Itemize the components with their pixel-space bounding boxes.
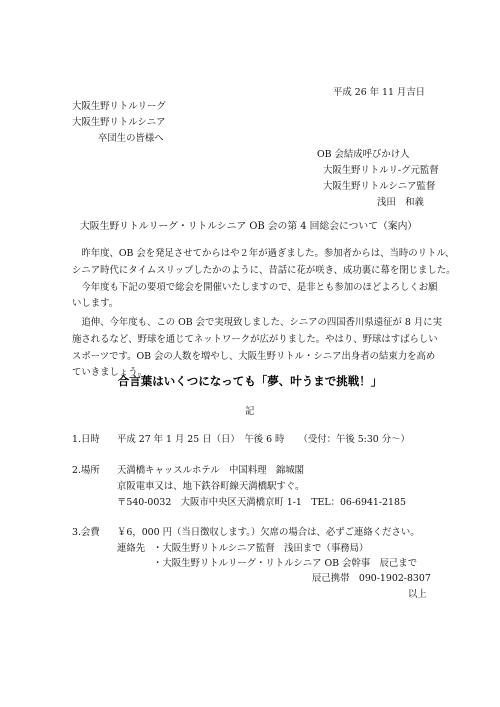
body-line: 施されるなど、野球を通じてネットワークが広がりました。やはり、野球はすばらしい bbox=[72, 334, 438, 345]
recipient-line: 大阪生野リトルリーグ bbox=[72, 101, 166, 112]
sender-name: 浅田 和義 bbox=[377, 197, 424, 208]
datetime-value: 平成 27 年 1 月 25 日（日） 午後 6 時 （受付：午後 5:30 分～） bbox=[117, 434, 410, 445]
place-line: 京阪電車又は、地下鉄谷町線天満橋駅すぐ。 bbox=[117, 481, 305, 492]
contact-label: 連絡先 bbox=[117, 543, 146, 554]
body-line: スポーツです。OB 会の人数を増やし、大阪生野リトル・シニア出身者の結束力を高め bbox=[72, 351, 436, 362]
contact-phone: 辰己携帯 090-1902-8307 bbox=[312, 573, 431, 584]
ki-heading: 記 bbox=[245, 406, 255, 417]
sender-line: 大阪生野リトルリ-グ元監督 bbox=[323, 165, 439, 176]
recipient-line: 卒団生の皆様へ bbox=[98, 133, 164, 144]
body-line: 昨年度、OB 会を発足させてからはや２年が過ぎました。参加者からは、当時のリトル、 bbox=[72, 248, 455, 259]
place-line: 天満橋キャッスルホテル 中国料理 錦城閣 bbox=[117, 465, 305, 476]
slogan: 合言葉はいくつになっても「夢、叶うまで挑戦！」 bbox=[117, 374, 383, 388]
body-line: 追伸、今年度も、この OB 会で実現致しました、シニアの四国香川県遠征が 8 月に実 bbox=[72, 317, 442, 328]
body-line: ていきましょう。 bbox=[72, 367, 148, 378]
body-line: 今年度も下記の要項で総会を開催いたしますので、是非とも参加のほどよろしくお願 bbox=[72, 282, 438, 293]
contact-line: ・大阪生野リトルリーグ・リトルシニア OB 会幹事 辰己まで bbox=[153, 558, 418, 569]
sender-line: 大阪生野リトルシニア監督 bbox=[323, 181, 436, 192]
closing: 以上 bbox=[408, 589, 427, 600]
body-line: シニア時代にタイムスリップしたかのように、昔話に花が咲き、成功裏に幕を閉じました。 bbox=[72, 265, 456, 276]
datetime-label: 1.日時 bbox=[72, 434, 100, 445]
place-label: 2.場所 bbox=[72, 465, 100, 476]
contact-line: ・大阪生野リトルシニア監督 浅田まで（事務局） bbox=[153, 543, 369, 554]
place-line: 〒540-0032 大阪市中央区天満橋京町 1-1 TEL：06-6941-2185 bbox=[117, 497, 406, 508]
issue-date: 平成 26 年 11 月吉日 bbox=[333, 87, 426, 98]
body-line: いします。 bbox=[72, 298, 119, 309]
recipient-line: 大阪生野リトルシニア bbox=[72, 117, 166, 128]
sender-line: OB 会結成呼びかけ人 bbox=[317, 149, 410, 160]
fee-label: 3.会費 bbox=[72, 527, 100, 538]
document-title: 大阪生野リトルリーグ・リトルシニア OB 会の第 4 回総会について（案内） bbox=[80, 221, 418, 232]
fee-value: ￥6，000 円（当日徴収します。）欠席の場合は、必ずご連絡ください。 bbox=[117, 527, 420, 538]
